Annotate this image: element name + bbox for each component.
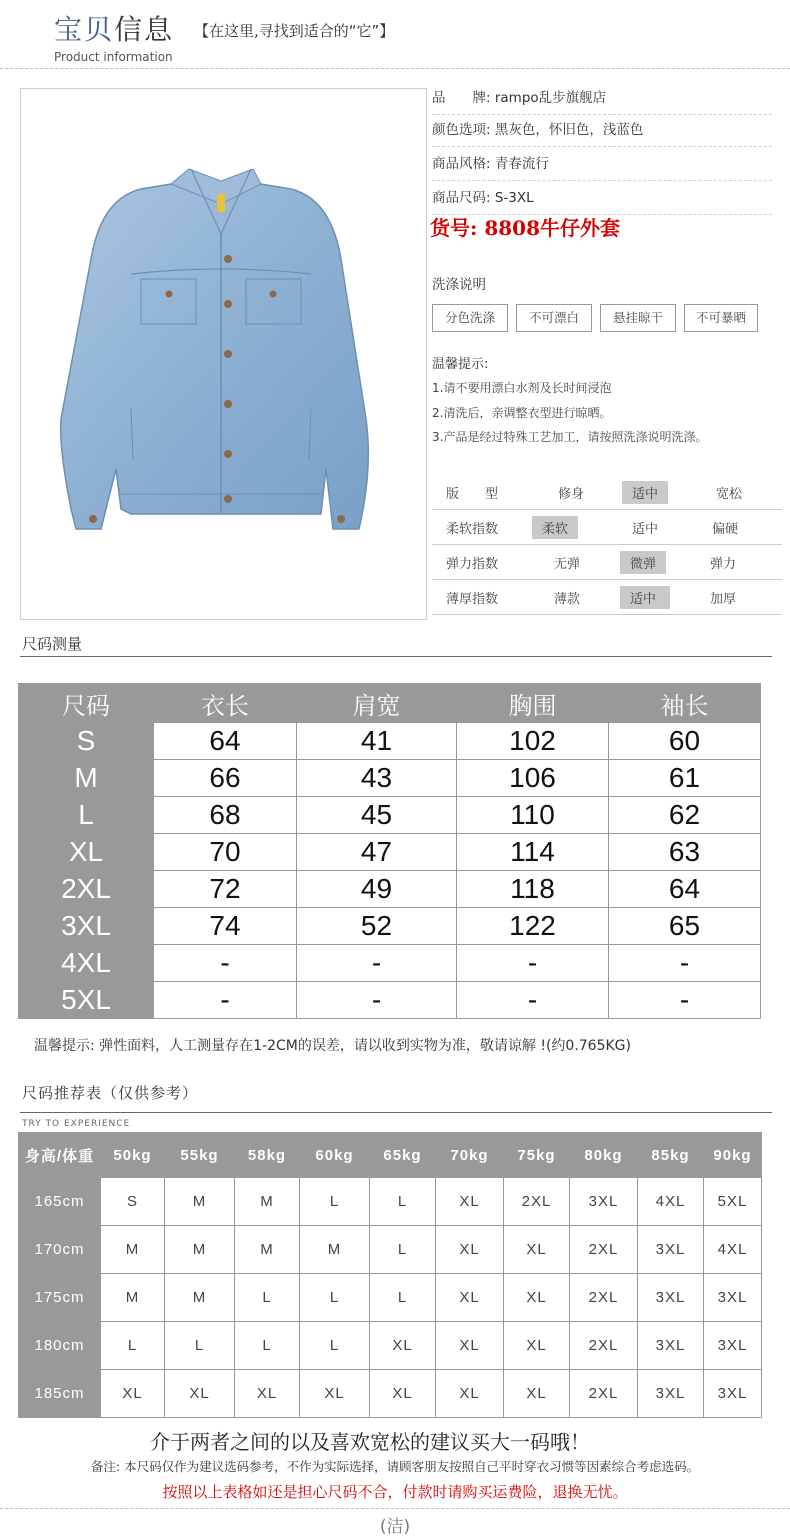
prop-name: 薄厚指数	[446, 592, 499, 607]
recommend-table	[18, 1132, 762, 1418]
value-cell: 52	[297, 908, 457, 945]
table-row	[19, 797, 761, 834]
value-cell: 4XL	[704, 1226, 762, 1274]
value-cell: 3XL	[570, 1178, 638, 1226]
recommend-divider	[20, 1112, 772, 1113]
table-row	[19, 1322, 762, 1370]
page-subtitle: 【在这里,寻找到适合的“它”】	[194, 22, 395, 40]
value-cell: 49	[297, 871, 457, 908]
height-cell: 170cm	[19, 1226, 101, 1274]
value-cell: 2XL	[570, 1226, 638, 1274]
header-divider	[0, 68, 790, 69]
wash-label-1: 分色洗涤	[432, 304, 508, 332]
header-cell: 70kg	[436, 1133, 504, 1178]
value-cell: XL	[504, 1322, 570, 1370]
value-cell: 61	[609, 760, 761, 797]
value-cell: 74	[154, 908, 297, 945]
value-cell: 41	[297, 723, 457, 760]
value-cell: 3XL	[638, 1322, 704, 1370]
value-cell: 47	[297, 834, 457, 871]
value-cell: 2XL	[570, 1274, 638, 1322]
recommend-title-en: TRY TO EXPERIENCE	[22, 1119, 131, 1129]
size-cell: L	[19, 797, 154, 834]
value-cell: -	[609, 982, 761, 1019]
value-cell: M	[300, 1226, 370, 1274]
header-cell: 袖长	[609, 684, 761, 723]
value-cell: L	[370, 1178, 436, 1226]
value-cell: 43	[297, 760, 457, 797]
value-cell: XL	[436, 1178, 504, 1226]
wash-label-2: 不可漂白	[516, 304, 592, 332]
value-cell: 60	[609, 723, 761, 760]
table-row	[19, 871, 761, 908]
prop-option-selected: 柔软	[532, 516, 578, 539]
value-cell: XL	[436, 1370, 504, 1418]
size-cell: 4XL	[19, 945, 154, 982]
table-row	[19, 760, 761, 797]
header-cell: 55kg	[165, 1133, 235, 1178]
prop-option: 适中	[632, 522, 659, 537]
size-cell: XL	[19, 834, 154, 871]
value-cell: -	[297, 982, 457, 1019]
value-cell: 4XL	[638, 1178, 704, 1226]
table-row	[19, 945, 761, 982]
value-cell: 65	[609, 908, 761, 945]
value-cell: 62	[609, 797, 761, 834]
value-cell: 106	[457, 760, 609, 797]
value-cell: XL	[370, 1322, 436, 1370]
value-cell: 63	[609, 834, 761, 871]
header-cell: 85kg	[638, 1133, 704, 1178]
prop-option: 偏硬	[712, 522, 739, 537]
value-cell: M	[165, 1274, 235, 1322]
header-cell: 尺码	[19, 684, 154, 723]
page-subtitle-en: Product information	[54, 50, 173, 64]
value-cell: M	[101, 1274, 165, 1322]
value-cell: L	[165, 1322, 235, 1370]
wash-label-4: 不可暴晒	[684, 304, 758, 332]
prop-option: 无弹	[554, 557, 581, 572]
value-cell: 3XL	[638, 1370, 704, 1418]
header-cell: 肩宽	[297, 684, 457, 723]
value-cell: M	[101, 1226, 165, 1274]
value-cell: 3XL	[704, 1274, 762, 1322]
value-cell: 64	[154, 723, 297, 760]
table-row	[19, 1274, 762, 1322]
value-cell: L	[370, 1274, 436, 1322]
table-row	[19, 834, 761, 871]
size-cell: S	[19, 723, 154, 760]
value-cell: 66	[154, 760, 297, 797]
title-part-1: 宝贝	[54, 13, 115, 46]
value-cell: L	[300, 1178, 370, 1226]
value-cell: XL	[504, 1274, 570, 1322]
value-cell: -	[154, 982, 297, 1019]
recommend-note: 备注: 本尺码仅作为建议选码参考，不作为实际选择，请顾客朋友按照自己平时穿衣习惯等因素综合考虑选码。	[90, 1459, 700, 1474]
value-cell: XL	[504, 1226, 570, 1274]
size-cell: M	[19, 760, 154, 797]
recommend-title: 尺码推荐表（仅供参考）	[22, 1084, 199, 1102]
value-cell: XL	[101, 1370, 165, 1418]
value-cell: M	[235, 1226, 300, 1274]
prop-row-softness	[432, 510, 782, 545]
header-cell: 58kg	[235, 1133, 300, 1178]
value-cell: -	[457, 982, 609, 1019]
header-cell: 衣长	[154, 684, 297, 723]
value-cell: 72	[154, 871, 297, 908]
value-cell: 5XL	[704, 1178, 762, 1226]
value-cell: 3XL	[638, 1226, 704, 1274]
info-style: 商品风格: 青春流行	[432, 150, 772, 181]
denim-jacket-icon	[21, 89, 426, 619]
tip-line-3: 3.产品是经过特殊工艺加工，请按照洗涤说明洗涤。	[432, 430, 708, 444]
recommend-red-note: 按照以上表格如还是担心尺码不合，付款时请购买运费险，退换无忧。	[162, 1483, 628, 1501]
value-cell: 118	[457, 871, 609, 908]
prop-row-fit	[432, 475, 782, 510]
value-cell: S	[101, 1178, 165, 1226]
header-cell: 60kg	[300, 1133, 370, 1178]
value-cell: 114	[457, 834, 609, 871]
height-cell: 180cm	[19, 1322, 101, 1370]
height-cell: 185cm	[19, 1370, 101, 1418]
table-header-row	[19, 1133, 762, 1178]
header-cell: 50kg	[101, 1133, 165, 1178]
value-cell: M	[165, 1226, 235, 1274]
value-cell: L	[101, 1322, 165, 1370]
value-cell: 2XL	[504, 1178, 570, 1226]
value-cell: M	[235, 1178, 300, 1226]
header-cell: 80kg	[570, 1133, 638, 1178]
table-row	[19, 1178, 762, 1226]
size-cell: 3XL	[19, 908, 154, 945]
table-row	[19, 1370, 762, 1418]
value-cell: L	[300, 1274, 370, 1322]
height-cell: 175cm	[19, 1274, 101, 1322]
value-cell: 3XL	[704, 1370, 762, 1418]
size-table	[18, 683, 761, 1019]
page-title	[54, 8, 174, 48]
value-cell: -	[457, 945, 609, 982]
height-cell: 165cm	[19, 1178, 101, 1226]
prop-option: 薄款	[554, 592, 581, 607]
value-cell: 3XL	[704, 1322, 762, 1370]
prop-name: 弹力指数	[446, 557, 499, 572]
recommend-big-note: 介于两者之间的以及喜欢宽松的建议买大一码哦！	[150, 1430, 590, 1454]
info-sizes: 商品尺码: S-3XL	[432, 184, 772, 215]
item-number: 货号: 8808牛仔外套	[430, 216, 621, 240]
prop-name: 版 型	[446, 487, 499, 502]
tips-title: 温馨提示:	[432, 357, 489, 372]
prop-option: 宽松	[716, 487, 743, 502]
value-cell: L	[235, 1322, 300, 1370]
table-row	[19, 982, 761, 1019]
value-cell: XL	[504, 1370, 570, 1418]
value-cell: L	[300, 1322, 370, 1370]
info-brand: 品 牌: rampo乱步旗舰店	[432, 84, 772, 115]
value-cell: 2XL	[570, 1322, 638, 1370]
prop-row-thickness	[432, 580, 782, 615]
value-cell: M	[165, 1178, 235, 1226]
prop-row-elasticity	[432, 545, 782, 580]
value-cell: 122	[457, 908, 609, 945]
header-cell: 75kg	[504, 1133, 570, 1178]
value-cell: XL	[436, 1226, 504, 1274]
table-row	[19, 1226, 762, 1274]
value-cell: 70	[154, 834, 297, 871]
value-cell: 2XL	[570, 1370, 638, 1418]
product-image	[20, 88, 427, 620]
value-cell: 64	[609, 871, 761, 908]
bottom-mark: (洁)	[379, 1517, 411, 1537]
value-cell: -	[154, 945, 297, 982]
prop-option: 弹力	[710, 557, 737, 572]
value-cell: 110	[457, 797, 609, 834]
prop-name: 柔软指数	[446, 522, 499, 537]
value-cell: 102	[457, 723, 609, 760]
header-cell: 胸围	[457, 684, 609, 723]
size-cell: 2XL	[19, 871, 154, 908]
measure-divider	[20, 656, 772, 657]
value-cell: L	[370, 1226, 436, 1274]
bottom-divider	[0, 1508, 790, 1509]
wash-title: 洗涤说明	[432, 277, 486, 293]
tip-line-2: 2.清洗后，亲调整衣型进行晾晒。	[432, 406, 612, 420]
tip-line-1: 1.请不要用漂白水剂及长时间浸泡	[432, 381, 612, 395]
value-cell: 68	[154, 797, 297, 834]
measure-title: 尺码测量	[22, 635, 83, 653]
table-row	[19, 908, 761, 945]
value-cell: -	[609, 945, 761, 982]
value-cell: 3XL	[638, 1274, 704, 1322]
header-cell: 90kg	[704, 1133, 762, 1178]
value-cell: 45	[297, 797, 457, 834]
measure-note: 温馨提示: 弹性面料，人工测量存在1-2CM的误差，请以收到实物为准，敬请谅解 !(约0.765KG)	[34, 1038, 631, 1054]
value-cell: XL	[235, 1370, 300, 1418]
table-row	[19, 723, 761, 760]
prop-option: 修身	[558, 487, 585, 502]
wash-label-3: 悬挂晾干	[600, 304, 676, 332]
prop-option-selected: 适中	[622, 481, 668, 504]
value-cell: XL	[370, 1370, 436, 1418]
prop-option: 加厚	[710, 592, 737, 607]
prop-option-selected: 适中	[620, 586, 670, 609]
header-cell: 身高/体重	[19, 1133, 101, 1178]
info-colors: 颜色选项: 黑灰色，怀旧色，浅蓝色	[432, 116, 772, 147]
size-cell: 5XL	[19, 982, 154, 1019]
header-cell: 65kg	[370, 1133, 436, 1178]
value-cell: XL	[300, 1370, 370, 1418]
value-cell: XL	[165, 1370, 235, 1418]
value-cell: L	[235, 1274, 300, 1322]
title-part-2: 信息	[114, 13, 175, 46]
value-cell: -	[297, 945, 457, 982]
table-header-row	[19, 684, 761, 723]
value-cell: XL	[436, 1274, 504, 1322]
prop-option-selected: 微弹	[620, 551, 666, 574]
value-cell: XL	[436, 1322, 504, 1370]
